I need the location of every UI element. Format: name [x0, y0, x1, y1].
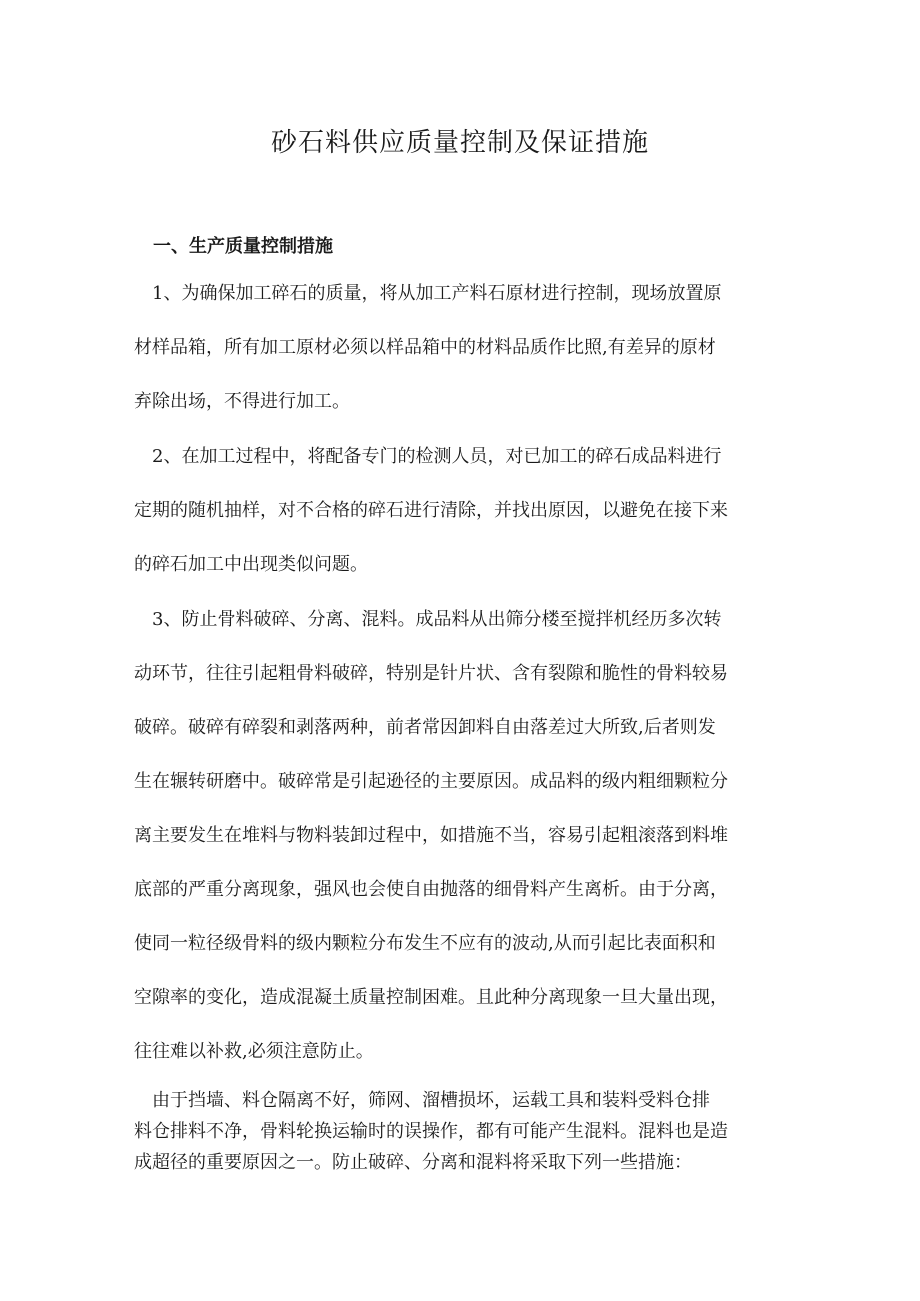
paragraph-line: 成超径的重要原因之一。防止破碎、分离和混料将采取下列一些措施： [134, 1152, 692, 1173]
paragraph-line: 使同一粒径级骨料的级内颗粒分布发生不应有的波动,从而引起比表面积和 [134, 933, 716, 954]
section-heading: 一、生产质量控制措施 [153, 236, 333, 257]
paragraph-line: 空隙率的变化，造成混凝土质量控制困难。且此种分离现象一旦大量出现， [134, 987, 728, 1008]
paragraph-line: 1、为确保加工碎石的质量，将从加工产料石原材进行控制，现场放置原 [134, 283, 722, 304]
paragraph-line: 底部的严重分离现象，强风也会使自由抛落的细骨料产生离析。由于分离， [134, 879, 728, 900]
paragraph-line: 3、防止骨料破碎、分离、混料。成品料从出筛分楼至搅拌机经历多次转 [134, 609, 722, 630]
paragraph-4 [134, 1085, 794, 1178]
document-title: 砂石料供应质量控制及保证措施 [270, 128, 649, 158]
paragraph-line: 离主要发生在堆料与物料装卸过程中，如措施不当，容易引起粗滚落到料堆 [134, 825, 728, 846]
paragraph-line: 弃除出场，不得进行加工。 [134, 391, 350, 412]
paragraph-line: 2、在加工过程中，将配备专门的检测人员，对已加工的碎石成品料进行 [134, 446, 722, 467]
paragraph-line: 料仓排料不净，骨料轮换运输时的误操作，都有可能产生混料。混料也是造 [134, 1121, 728, 1142]
paragraph-1 [134, 267, 794, 429]
paragraph-2 [134, 430, 794, 592]
paragraph-line: 材样品箱，所有加工原材必须以样品箱中的材料品质作比照,有差异的原材 [134, 337, 716, 358]
paragraph-line: 破碎。破碎有碎裂和剥落两种，前者常因卸料自由落差过大所致,后者则发 [134, 717, 716, 738]
paragraph-line: 由于挡墙、料仓隔离不好，筛网、溜槽损坏，运载工具和装料受料仓排 [134, 1090, 710, 1111]
paragraph-line: 动环节，往往引起粗骨料破碎，特别是针片状、含有裂隙和脆性的骨料较易 [134, 663, 728, 684]
paragraph-line: 定期的随机抽样，对不合格的碎石进行清除，并找出原因，以避免在接下来 [134, 500, 728, 521]
paragraph-line: 生在辗转研磨中。破碎常是引起逊径的主要原因。成品料的级内粗细颗粒分 [134, 771, 728, 792]
paragraph-line: 往往难以补救,必须注意防止。 [134, 1041, 374, 1062]
paragraph-3 [134, 593, 794, 1079]
paragraph-line: 的碎石加工中出现类似问题。 [134, 554, 368, 575]
